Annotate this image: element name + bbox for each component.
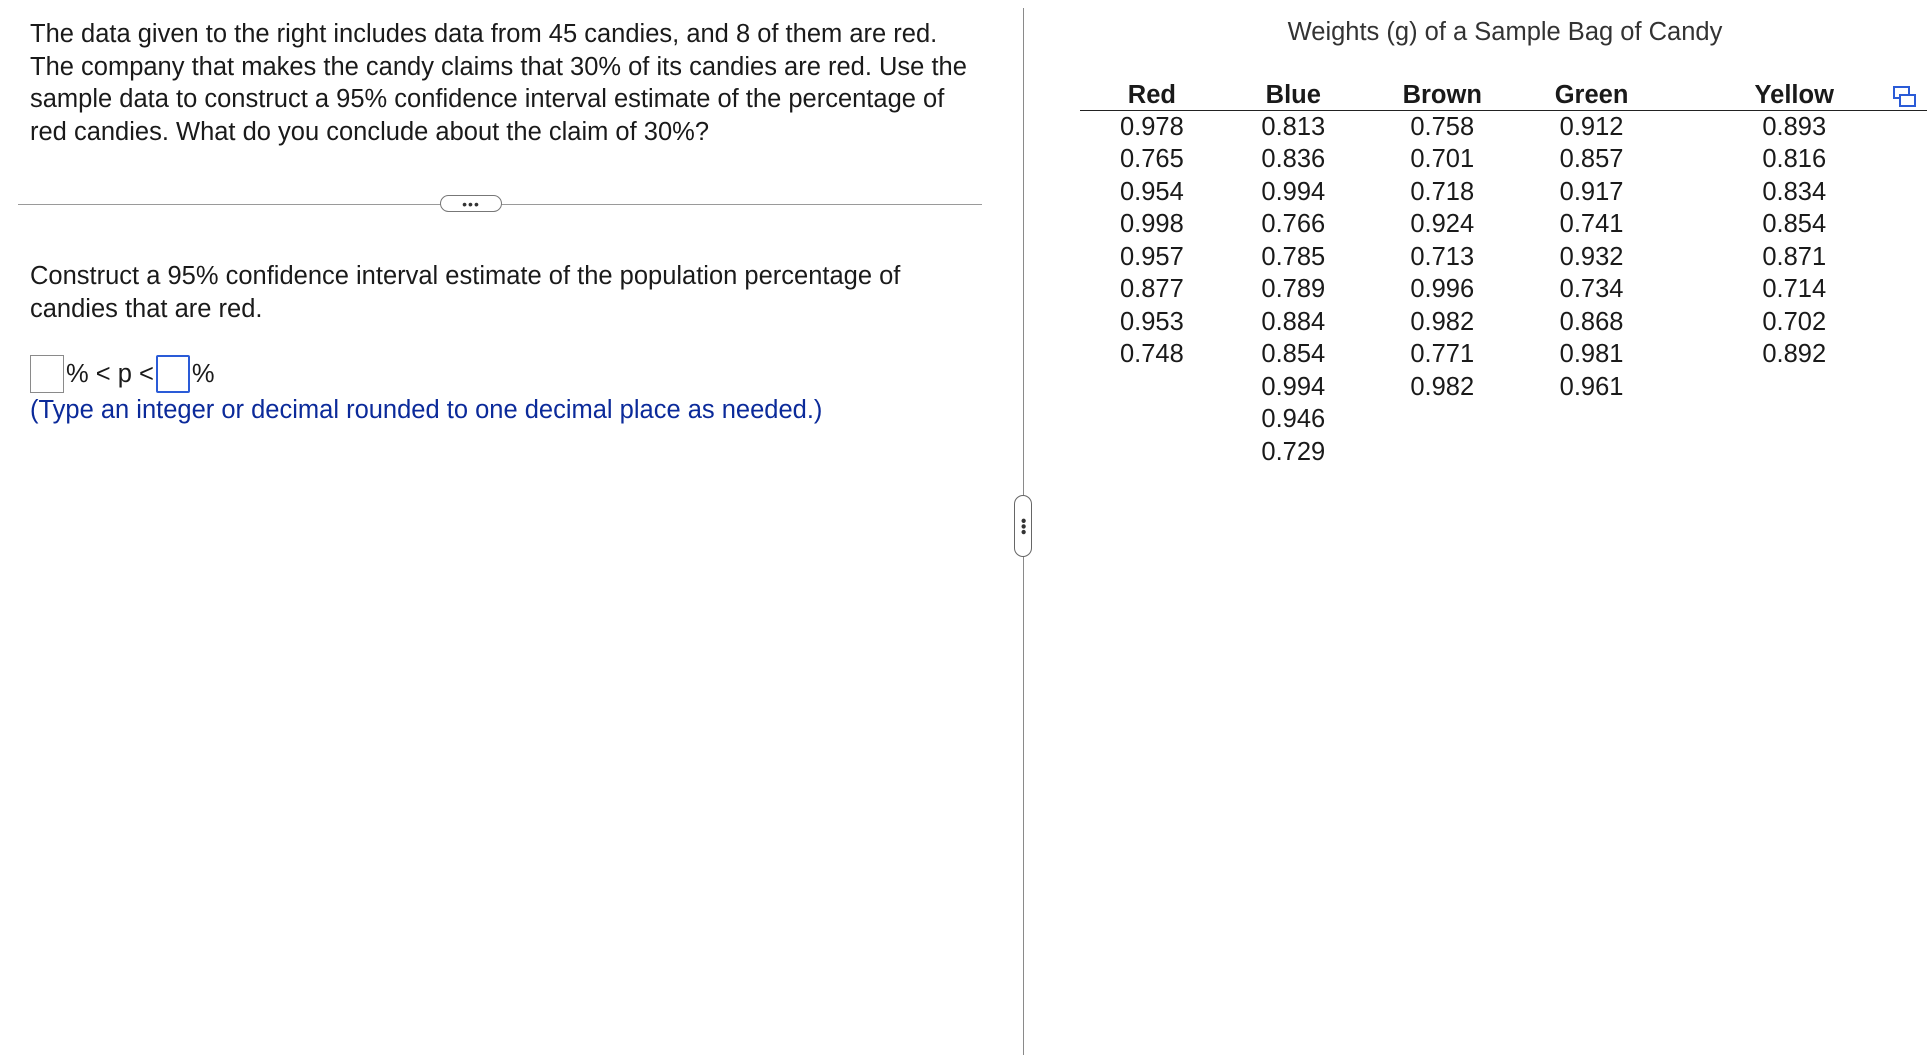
drag-dots-icon: ••• <box>1014 517 1032 535</box>
table-cell: 0.946 <box>1261 405 1326 434</box>
table-row <box>1080 339 1927 372</box>
table-cell: 0.857 <box>1559 145 1624 174</box>
copy-icon[interactable] <box>1893 86 1917 108</box>
percent-sign: % <box>191 359 215 388</box>
answer-hint: (Type an integer or decimal rounded to one decimal place as needed.) <box>30 396 823 424</box>
table-cell: 0.713 <box>1410 242 1475 271</box>
table-row <box>1080 274 1927 307</box>
table-cell: 0.982 <box>1410 307 1475 336</box>
table-cell <box>1661 436 1927 469</box>
table-cell: 0.868 <box>1559 307 1624 336</box>
column-header-green: Green <box>1522 76 1662 111</box>
table-cell: 0.961 <box>1559 372 1624 401</box>
table-cell: 0.994 <box>1261 177 1326 206</box>
table-cell: 0.854 <box>1261 340 1326 369</box>
table-cell <box>1080 371 1224 404</box>
table-cell: 0.766 <box>1261 210 1326 239</box>
table-cell: 0.932 <box>1559 242 1624 271</box>
table-cell: 0.917 <box>1559 177 1624 206</box>
table-row <box>1080 371 1927 404</box>
table-cell: 0.893 <box>1762 112 1827 141</box>
table-cell: 0.994 <box>1261 372 1326 401</box>
table-row <box>1080 176 1927 209</box>
table-cell: 0.877 <box>1119 275 1184 304</box>
table-row <box>1080 436 1927 469</box>
lower-bound-input[interactable] <box>30 355 64 393</box>
table-cell: 0.836 <box>1261 145 1326 174</box>
table-cell: 0.748 <box>1119 340 1184 369</box>
table-cell: 0.714 <box>1762 275 1827 304</box>
table-row <box>1080 144 1927 177</box>
table-cell: 0.892 <box>1762 340 1827 369</box>
table-cell: 0.718 <box>1410 177 1475 206</box>
table-cell: 0.981 <box>1559 340 1624 369</box>
table-cell: 0.758 <box>1410 112 1475 141</box>
table-row <box>1080 241 1927 274</box>
table-cell <box>1522 436 1662 469</box>
table-row <box>1080 404 1927 437</box>
table-cell: 0.954 <box>1119 177 1184 206</box>
question-text: The data given to the right includes data from 45 candies, and 8 of them are red. The company that makes the candy claims that 30% of its candies are red. Use the sample data to construct a 95% confidence interval estimate of the percentage of red candies. What do you conclude about the claim of 30%? <box>30 20 967 146</box>
table-cell: 0.702 <box>1762 307 1827 336</box>
answer-row <box>30 353 217 395</box>
table-cell: 0.813 <box>1261 112 1326 141</box>
table-row <box>1080 209 1927 242</box>
table-cell: 0.789 <box>1261 275 1326 304</box>
table-cell <box>1363 404 1522 437</box>
table-cell: 0.854 <box>1762 210 1827 239</box>
pane-resize-handle[interactable] <box>1014 495 1032 557</box>
table-cell: 0.982 <box>1410 372 1475 401</box>
column-header-brown: Brown <box>1363 76 1522 111</box>
table-cell: 0.871 <box>1762 242 1827 271</box>
table-cell: 0.729 <box>1261 437 1326 466</box>
table-cell: 0.734 <box>1559 275 1624 304</box>
candy-weights-table <box>1080 76 1927 469</box>
table-cell: 0.884 <box>1261 307 1326 336</box>
column-header-blue: Blue <box>1224 76 1363 111</box>
table-cell: 0.996 <box>1410 275 1475 304</box>
table-cell <box>1080 436 1224 469</box>
table-cell <box>1522 404 1662 437</box>
show-more-button[interactable]: ••• <box>440 195 502 212</box>
table-cell: 0.765 <box>1119 145 1184 174</box>
table-cell: 0.701 <box>1410 145 1475 174</box>
inequality-text: % < p < <box>66 359 154 388</box>
table-cell: 0.816 <box>1762 145 1827 174</box>
part-prompt: Construct a 95% confidence interval estimate of the population percentage of candies that are red. <box>30 262 901 323</box>
column-header-yellow: Yellow <box>1661 76 1927 111</box>
table-cell <box>1363 436 1522 469</box>
table-title: Weights (g) of a Sample Bag of Candy <box>1287 18 1723 46</box>
table-cell: 0.998 <box>1119 210 1184 239</box>
table-cell: 0.771 <box>1410 340 1475 369</box>
table-cell <box>1661 371 1927 404</box>
table-cell: 0.924 <box>1410 210 1475 239</box>
table-cell: 0.741 <box>1559 210 1624 239</box>
table-row <box>1080 306 1927 339</box>
table-cell: 0.834 <box>1762 177 1827 206</box>
table-cell <box>1661 404 1927 437</box>
table-cell: 0.953 <box>1119 307 1184 336</box>
upper-bound-input[interactable] <box>156 355 190 393</box>
table-cell: 0.912 <box>1559 112 1624 141</box>
table-row <box>1080 111 1927 144</box>
table-cell: 0.785 <box>1261 242 1326 271</box>
table-cell: 0.978 <box>1119 112 1184 141</box>
table-cell <box>1080 404 1224 437</box>
table-cell: 0.957 <box>1119 242 1184 271</box>
column-header-red: Red <box>1080 76 1224 111</box>
